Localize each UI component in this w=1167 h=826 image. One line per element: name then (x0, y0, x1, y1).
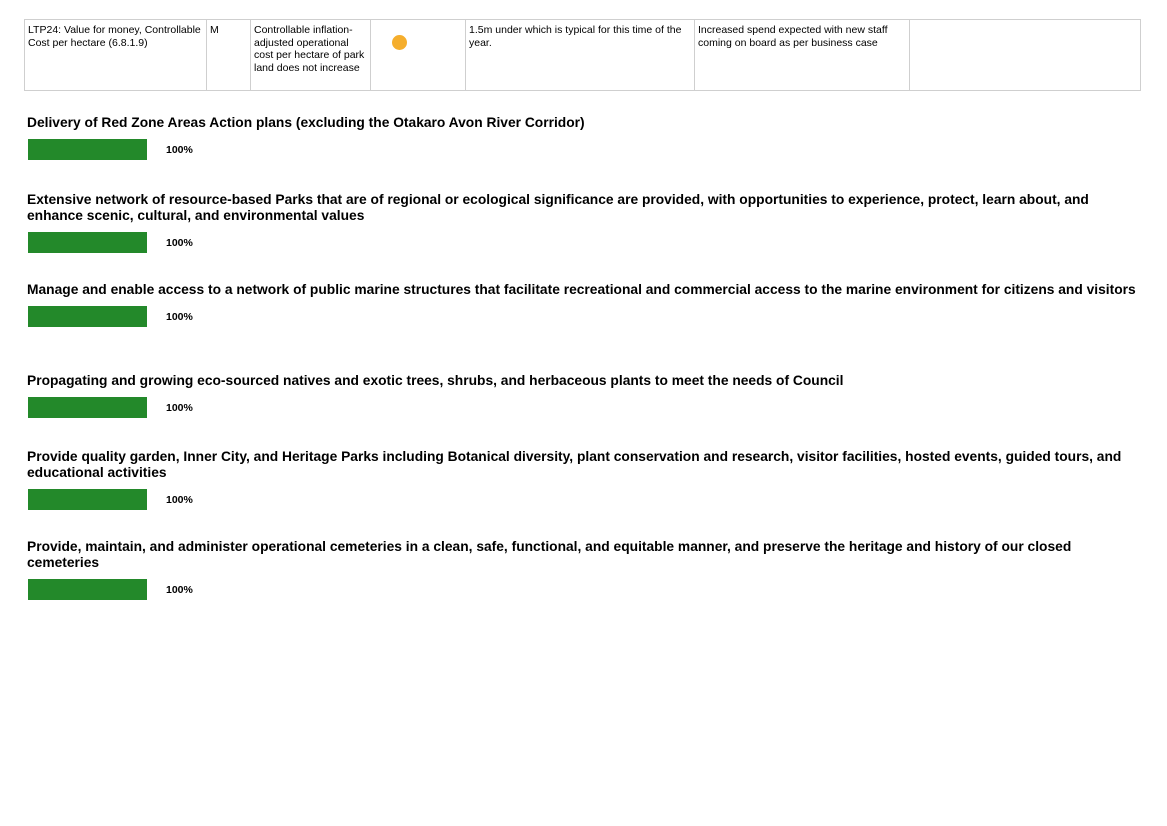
progress-label: 100% (166, 144, 193, 156)
section-red-zone (27, 115, 1137, 161)
progress-bar (28, 397, 147, 418)
status-cell (371, 20, 466, 91)
progress-fill (28, 139, 147, 160)
progress-label: 100% (166, 402, 193, 414)
kpi-table (24, 19, 1141, 91)
progress-bar (28, 579, 147, 600)
progress-fill (28, 397, 147, 418)
progress-bar (28, 232, 147, 253)
extra-cell (910, 20, 1141, 91)
progress-bar (28, 489, 147, 510)
section-marine-structures (27, 282, 1137, 328)
section-title: Extensive network of resource-based Parks that are of regional or ecological significance are provided, with opportunities to experience, protect, learn about, and enhance scenic, cultural, and environmental values (27, 192, 1089, 223)
progress-fill (28, 489, 147, 510)
section-title: Delivery of Red Zone Areas Action plans (excluding the Otakaro Avon River Corridor) (27, 115, 585, 130)
measure-cell: LTP24: Value for money, Controllable Cost per hectare (6.8.1.9) (25, 20, 207, 91)
section-cemeteries (27, 539, 1137, 601)
progress-fill (28, 306, 147, 327)
section-nursery (27, 373, 1137, 419)
progress-bar (28, 139, 147, 160)
commentary-cell: Increased spend expected with new staff coming on board as per business case (695, 20, 910, 91)
section-title: Propagating and growing eco-sourced natives and exotic trees, shrubs, and herbaceous plants to meet the needs of Council (27, 373, 844, 388)
progress-fill (28, 579, 147, 600)
section-garden-heritage-parks (27, 449, 1137, 511)
target-cell: Controllable inflation-adjusted operational cost per hectare of park land does not increase (251, 20, 371, 91)
progress-row (27, 489, 1137, 511)
progress-row (27, 397, 1137, 419)
progress-label: 100% (166, 584, 193, 596)
progress-row (27, 139, 1137, 161)
progress-label: 100% (166, 494, 193, 506)
section-title: Manage and enable access to a network of public marine structures that facilitate recreational and commercial access to the marine environment for citizens and visitors (27, 282, 1136, 297)
progress-label: 100% (166, 311, 193, 323)
progress-label: 100% (166, 237, 193, 249)
progress-row (27, 306, 1137, 328)
level-cell: M (207, 20, 251, 91)
status-indicator-icon (392, 35, 407, 50)
kpi-row (25, 20, 1141, 91)
section-title: Provide, maintain, and administer operational cemeteries in a clean, safe, functional, and equitable manner, and preserve the heritage and history of our closed cemeteries (27, 539, 1072, 570)
progress-fill (28, 232, 147, 253)
progress-row (27, 232, 1137, 254)
progress-bar (28, 306, 147, 327)
result-cell: 1.5m under which is typical for this time of the year. (466, 20, 695, 91)
progress-row (27, 579, 1137, 601)
section-title: Provide quality garden, Inner City, and Heritage Parks including Botanical diversity, plant conservation and research, visitor facilities, hosted events, guided tours, and educational activities (27, 449, 1122, 480)
section-regional-parks (27, 192, 1137, 254)
